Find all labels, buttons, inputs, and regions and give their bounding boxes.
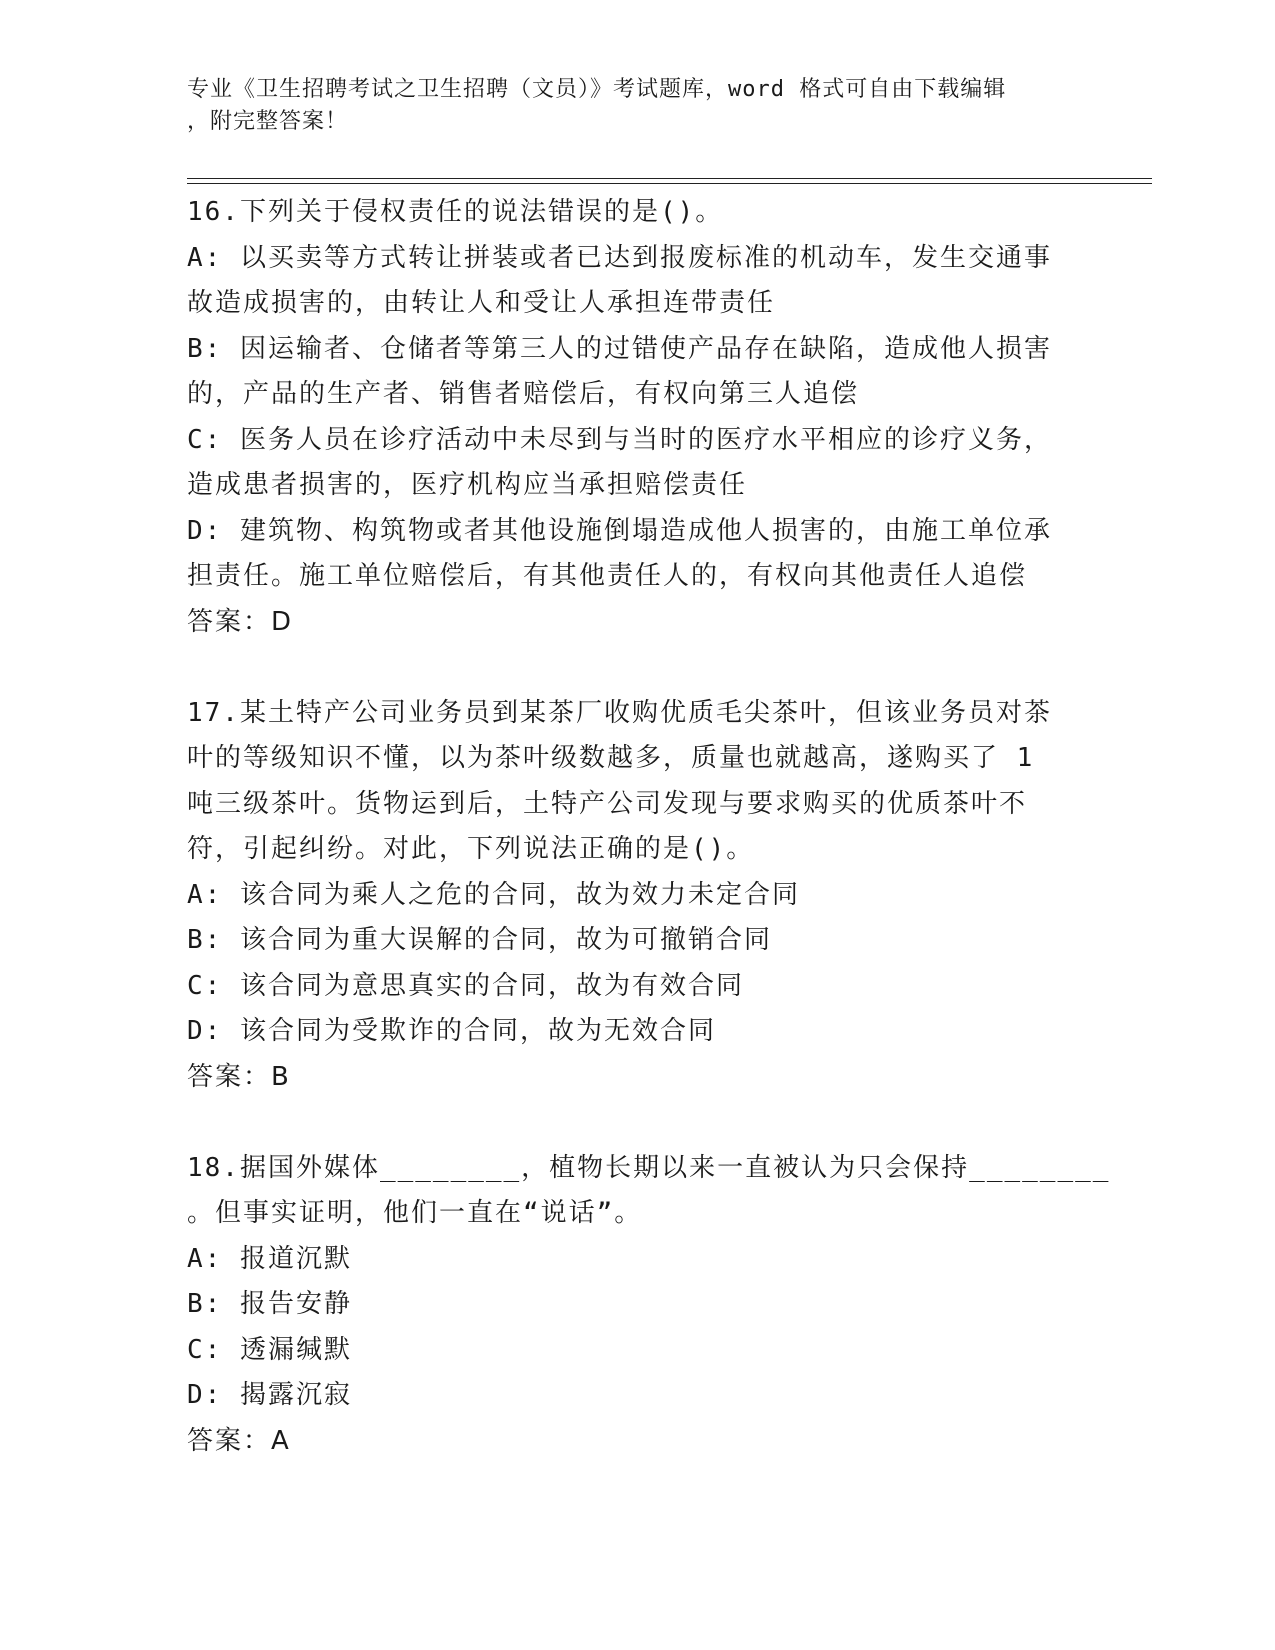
question-block	[187, 190, 1087, 645]
answer-line: 答案：D	[187, 606, 294, 637]
option-line: D: 该合同为受欺诈的合同，故为无效合同	[187, 1016, 716, 1046]
question-block	[187, 691, 1087, 1101]
option-line: 的，产品的生产者、销售者赔偿后，有权向第三人追偿	[187, 379, 860, 409]
header-divider	[187, 183, 1152, 184]
option-line: A: 该合同为乘人之危的合同，故为效力未定合同	[187, 879, 800, 910]
option-line: B: 报告安静	[187, 1289, 352, 1319]
option-line: C: 该合同为意思真实的合同，故为有效合同	[187, 970, 744, 1001]
option-line: 故造成损害的，由转让人和受让人承担连带责任	[187, 288, 776, 318]
question-block	[187, 1146, 1111, 1465]
question-stem: 16.下列关于侵权责任的说法错误的是()。	[187, 197, 724, 227]
answer-line: 答案：A	[187, 1425, 291, 1456]
header-divider	[187, 178, 1152, 179]
header-line: 专业《卫生招聘考试之卫生招聘（文员）》考试题库，word 格式可自由下载编辑	[187, 77, 1007, 102]
document-header	[187, 74, 1077, 138]
option-line: 担责任。施工单位赔偿后，有其他责任人的，有权向其他责任人追偿	[187, 561, 1028, 591]
option-line: C: 透漏缄默	[187, 1334, 352, 1365]
question-stem: 。但事实证明，他们一直在“说话”。	[187, 1198, 643, 1228]
option-line: 造成患者损害的，医疗机构应当承担赔偿责任	[187, 470, 748, 500]
option-line: D: 建筑物、构筑物或者其他设施倒塌造成他人损害的，由施工单位承	[187, 515, 1052, 546]
question-stem: 符，引起纠纷。对此，下列说法正确的是()。	[187, 834, 755, 864]
question-stem: 17.某土特产公司业务员到某茶厂收购优质毛尖茶叶，但该业务员对茶	[187, 697, 1052, 728]
option-line: B: 因运输者、仓储者等第三人的过错使产品存在缺陷，造成他人损害	[187, 333, 1052, 364]
option-line: A: 以买卖等方式转让拼装或者已达到报废标准的机动车，发生交通事	[187, 242, 1052, 273]
answer-line: 答案：B	[187, 1061, 291, 1092]
header-line: ，附完整答案！	[187, 109, 349, 134]
question-list	[187, 190, 1111, 1464]
option-line: C: 医务人员在诊疗活动中未尽到与当时的医疗水平相应的诊疗义务，	[187, 424, 1052, 455]
question-stem: 叶的等级知识不懂，以为茶叶级数越多，质量也就越高，遂购买了 1	[187, 743, 1035, 773]
question-stem: 18.据国外媒体________，植物长期以来一直被认为只会保持________	[187, 1152, 1111, 1183]
question-stem: 吨三级茶叶。货物运到后，土特产公司发现与要求购买的优质茶叶不	[187, 788, 1028, 819]
option-line: D: 揭露沉寂	[187, 1380, 352, 1410]
option-line: A: 报道沉默	[187, 1243, 352, 1274]
option-line: B: 该合同为重大误解的合同，故为可撤销合同	[187, 925, 772, 955]
